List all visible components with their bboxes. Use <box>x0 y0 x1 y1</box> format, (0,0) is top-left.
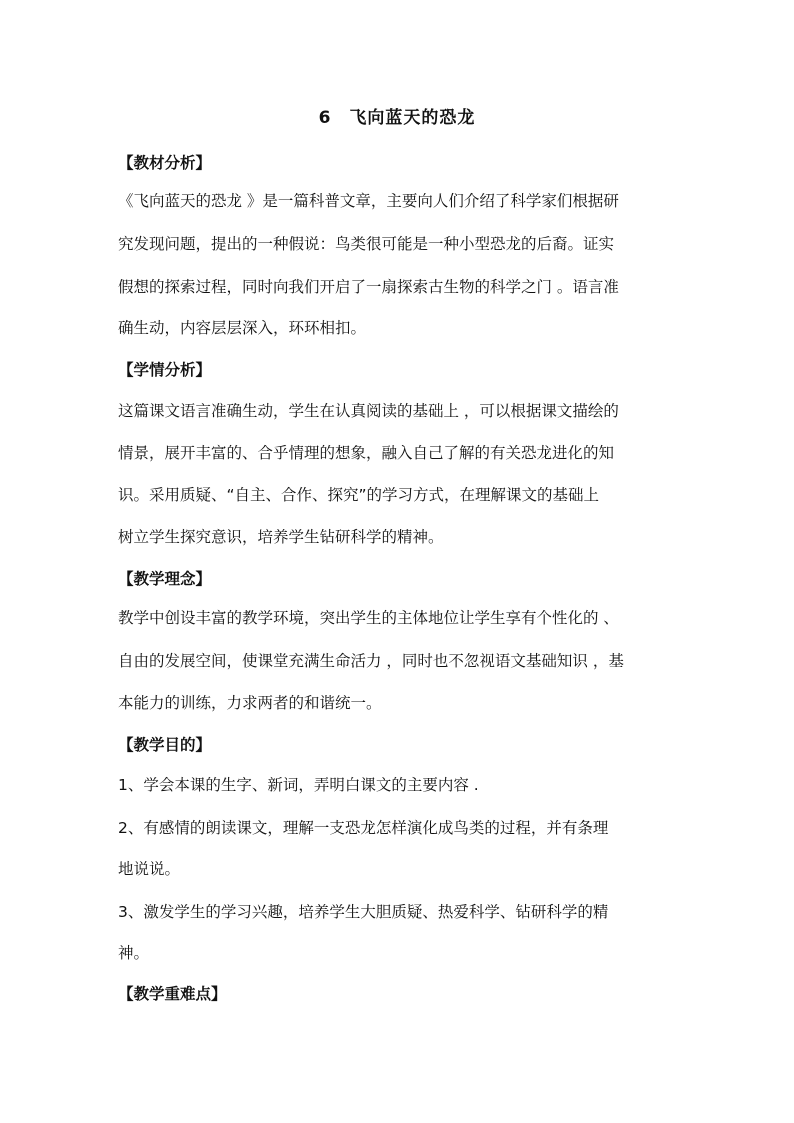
objective-line: 2、有感情的朗读课文，理解一支恐龙怎样演化成鸟类的过程，并有条理 <box>118 819 609 837</box>
paragraph-line: 情景，展开丰富的、合乎情理的想象，融入自己了解的有关恐龙进化的知 <box>118 444 615 462</box>
paragraph-line: 究发现问题，提出的一种假说：鸟类很可能是一种小型恐龙的后裔。证实 <box>118 235 615 253</box>
section-heading-teaching-objectives: 【教学目的】 <box>118 736 212 754</box>
paragraph-line: 识。采用质疑、“自主、合作、探究”的学习方式，在理解课文的基础上 <box>118 486 600 504</box>
paragraph-line: 教学中创设丰富的教学环境，突出学生的主体地位让学生享有个性化的 、 <box>118 609 619 627</box>
paragraph-line: 本能力的训练，力求两者的和谐统一。 <box>118 694 382 712</box>
document-title: 6 飞向蓝天的恐龙 <box>318 108 476 128</box>
paragraph-line: 这篇课文语言准确生动，学生在认真阅读的基础上 ，可以根据课文描绘的 <box>118 402 619 420</box>
objective-line: 1、学会本课的生字、新词，弄明白课文的主要内容 . <box>118 776 479 794</box>
paragraph-line: 确生动，内容层层深入，环环相扣。 <box>118 319 367 337</box>
paragraph-line: 《飞向蓝天的恐龙 》是一篇科普文章，主要向人们介绍了科学家们根据研 <box>118 192 619 210</box>
paragraph-line: 假想的探索过程，同时向我们开启了一扇探索古生物的科学之门 。语言准 <box>118 278 619 296</box>
objective-line: 3、激发学生的学习兴趣，培养学生大胆质疑、热爱科学、钻研科学的精 <box>118 903 609 921</box>
paragraph-line: 自由的发展空间，使课堂充满生命活力 ，同时也不忽视语文基础知识 ，基 <box>118 652 624 670</box>
section-heading-key-difficulties: 【教学重难点】 <box>118 985 227 1003</box>
section-heading-textbook-analysis: 【教材分析】 <box>118 154 212 172</box>
section-heading-teaching-philosophy: 【教学理念】 <box>118 570 212 588</box>
objective-line: 地说说。 <box>118 860 181 878</box>
objective-line: 神。 <box>118 944 150 962</box>
section-heading-student-analysis: 【学情分析】 <box>118 361 212 379</box>
paragraph-line: 树立学生探究意识，培养学生钻研科学的精神。 <box>118 528 444 546</box>
